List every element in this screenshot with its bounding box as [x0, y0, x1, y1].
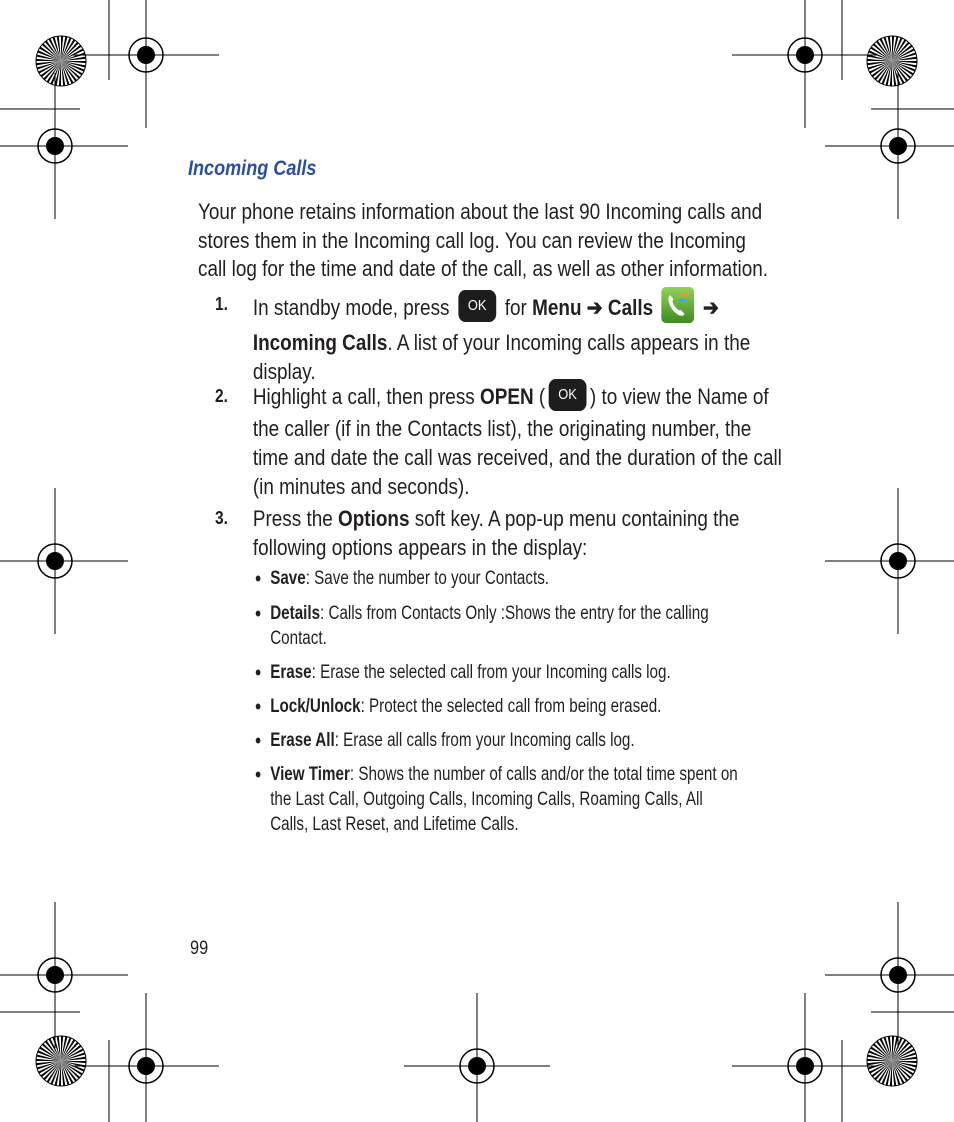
starburst-target-icon: [36, 1036, 86, 1086]
registration-mark-icon: [73, 993, 219, 1122]
section-heading: Incoming Calls: [188, 157, 317, 180]
step-3: 3. Press the Options soft key. A pop-up menu containing the following options appears in the display:: [215, 506, 740, 560]
registration-mark-icon: [73, 0, 219, 128]
bullet-icon: •: [255, 566, 262, 591]
registration-mark-icon: [404, 993, 550, 1122]
bullet-icon: •: [255, 762, 262, 787]
registration-mark-icon: [732, 0, 878, 128]
bullet-icon: •: [255, 660, 262, 685]
starburst-target-icon: [867, 1036, 917, 1086]
registration-mark-icon: [0, 488, 128, 634]
list-item: • Erase All: Erase all calls from your Incoming calls log.: [255, 728, 635, 753]
registration-mark-icon: [825, 902, 954, 1048]
bullet-icon: •: [255, 728, 262, 753]
page-number: 99: [190, 938, 209, 959]
ok-key-icon: OK: [549, 379, 587, 411]
step-2: 2. Highlight a call, then press OPEN ( OK ) to view the Name of the caller (if in the Contacts list), the originating number, the time and date the call was received, and the duration of the call (in minutes and seconds).: [215, 382, 784, 501]
step-number: 3.: [215, 508, 228, 528]
starburst-target-icon: [867, 36, 917, 86]
list-item: • Details: Calls from Contacts Only :Shows the entry for the calling Contact.: [255, 601, 709, 649]
list-item: • Erase: Erase the selected call from your Incoming calls log.: [255, 660, 671, 685]
registration-mark-icon: [0, 73, 128, 219]
step-1: 1. In standby mode, press OK for Menu ➔ Calls ➔ Incoming Calls. A list of your Incoming calls appears in the display.: [215, 290, 784, 386]
starburst-target-icon: [36, 36, 86, 86]
list-item: • Lock/Unlock: Protect the selected call from being erased.: [255, 694, 662, 719]
bullet-icon: •: [255, 601, 262, 626]
bullet-icon: •: [255, 694, 262, 719]
list-item: • Save: Save the number to your Contacts.: [255, 566, 550, 591]
registration-mark-icon: [825, 488, 954, 634]
step-number: 1.: [215, 294, 228, 314]
list-item: • View Timer: Shows the number of calls and/or the total time spent on the Last Call, Outgoing Calls, Incoming Calls, Roaming Calls, All Calls, Last Reset, and Lifetime Calls.: [255, 762, 738, 835]
ok-key-icon: OK: [458, 290, 496, 322]
calls-menu-icon: [660, 286, 696, 324]
intro-paragraph: Your phone retains information about the last 90 Incoming calls and stores them in the Incoming call log. You can review the Incoming call log for the time and date of the call, as well as other information.: [198, 199, 769, 281]
registration-mark-icon: [825, 73, 954, 219]
registration-mark-icon: [0, 902, 128, 1048]
registration-mark-icon: [732, 993, 878, 1122]
step-number: 2.: [215, 386, 228, 406]
